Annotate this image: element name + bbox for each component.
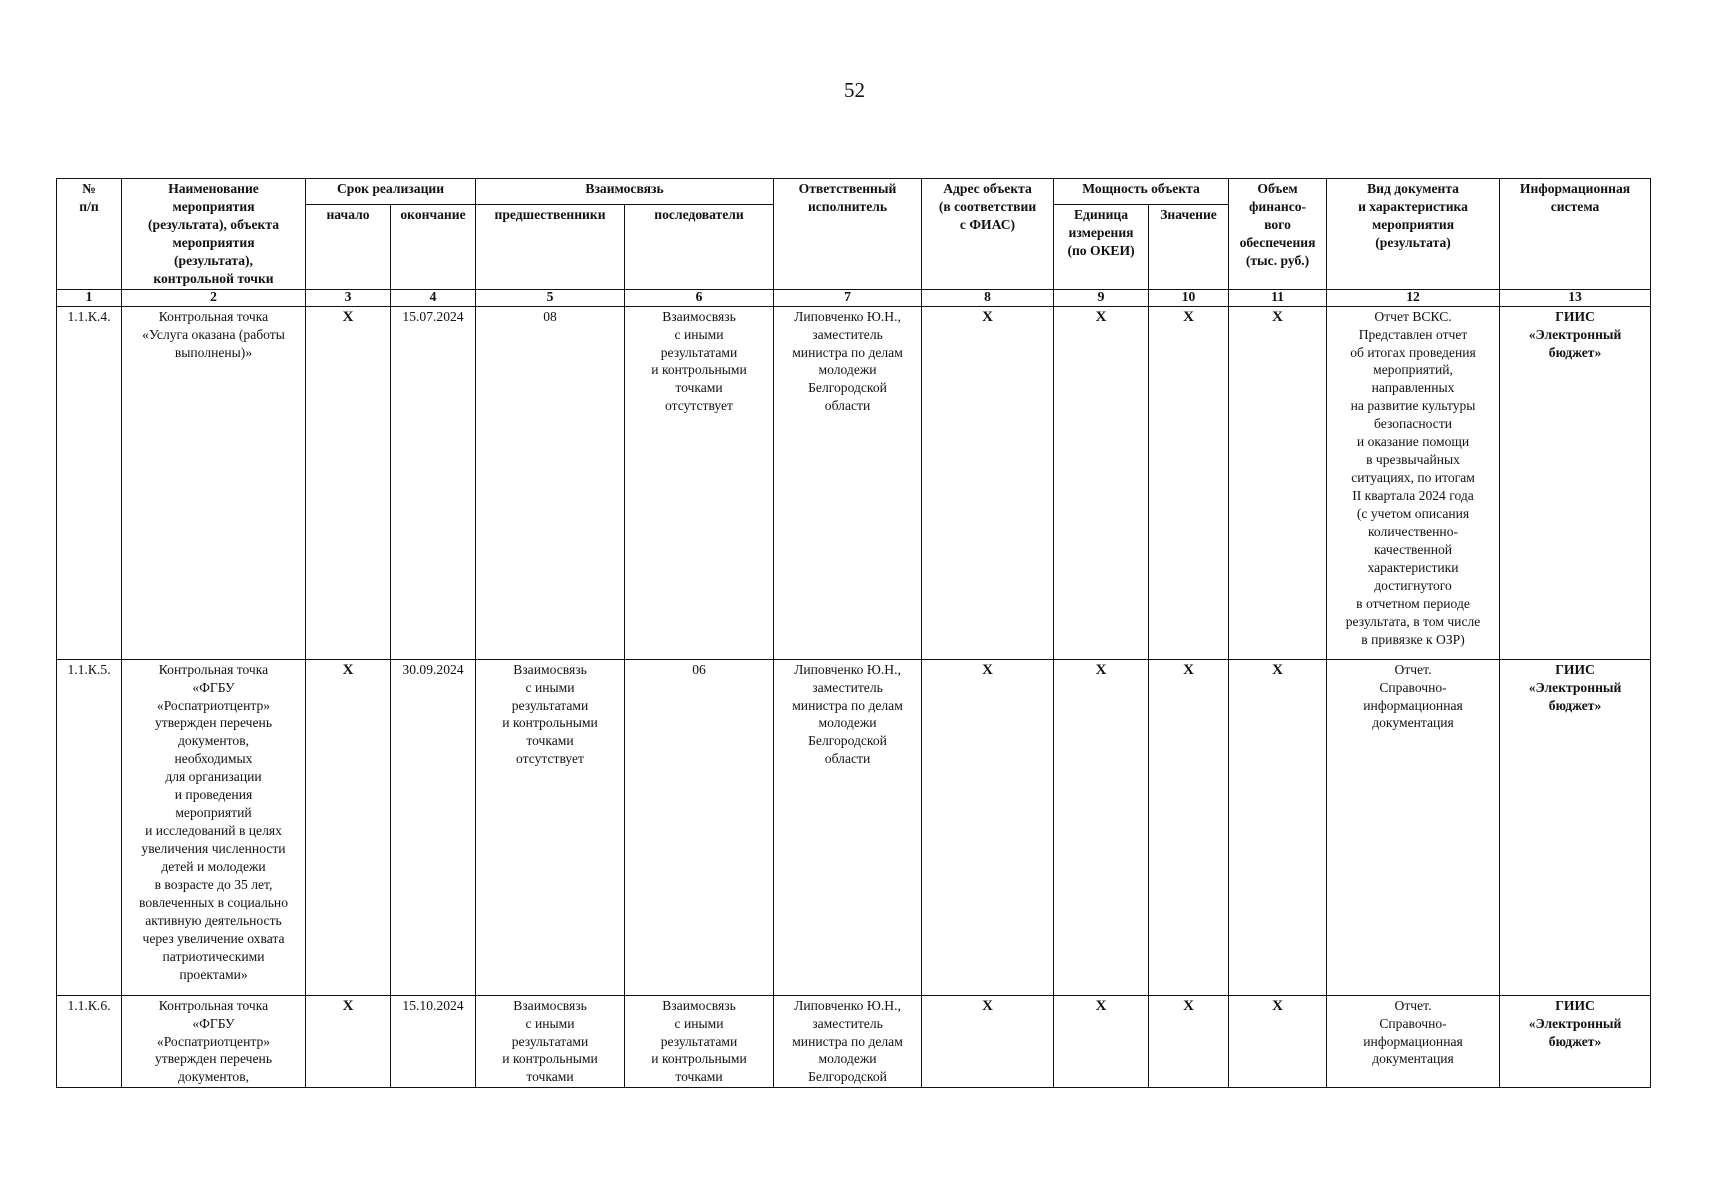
header-period-start: начало [306,204,391,289]
row-doc: Отчет ВСКС. Представлен отчет об итогах проведения мероприятий, направленных на развитие культуры безопасности и оказание помощи в чрезвычайных ситуациях, по итогам II квартала 2024 года (с учетом описания количественно- качественной характеристики достигнутого в отчетном периоде результата, в том числе в привязке к ОЗР) [1327,306,1500,659]
row-unit: X [1054,306,1149,659]
row-next: 06 [625,659,774,995]
header-capacity-unit: Единица измерения (по ОКЕИ) [1054,204,1149,289]
header-doc-type: Вид документа и характеристика мероприятия (результата) [1327,179,1500,290]
row-executor: Липовченко Ю.Н., заместитель министра по делам молодежи Белгородской области [774,306,922,659]
column-number: 6 [625,289,774,306]
row-end: 15.07.2024 [391,306,476,659]
row-end: 15.10.2024 [391,995,476,1088]
column-number: 13 [1500,289,1651,306]
row-num: 1.1.К.4. [57,306,122,659]
row-system: ГИИС «Электронный бюджет» [1500,995,1651,1088]
row-funding: X [1229,306,1327,659]
row-next: Взаимосвязь с иными результатами и контрольными точками отсутствует [625,306,774,659]
column-number: 4 [391,289,476,306]
row-end: 30.09.2024 [391,659,476,995]
header-num: № п/п [57,179,122,290]
row-name: Контрольная точка «ФГБУ «Роспатриотцентр» утвержден перечень документов, [122,995,306,1088]
header-capacity: Мощность объекта [1054,179,1229,205]
column-number: 3 [306,289,391,306]
header-info-system: Информационная система [1500,179,1651,290]
row-doc: Отчет. Справочно- информационная документация [1327,995,1500,1088]
column-number: 9 [1054,289,1149,306]
header-link-next: последователи [625,204,774,289]
row-prev: Взаимосвязь с иными результатами и контрольными точками отсутствует [476,659,625,995]
row-address: X [922,995,1054,1088]
row-name: Контрольная точка «Услуга оказана (работы выполнены)» [122,306,306,659]
header-row [57,179,1651,205]
column-number: 8 [922,289,1054,306]
header-funding: Объем финансо- вого обеспечения (тыс. руб.) [1229,179,1327,290]
row-prev: Взаимосвязь с иными результатами и контрольными точками [476,995,625,1088]
row-prev: 08 [476,306,625,659]
header-period: Срок реализации [306,179,476,205]
header-executor: Ответственный исполнитель [774,179,922,290]
column-number: 5 [476,289,625,306]
row-next: Взаимосвязь с иными результатами и контрольными точками [625,995,774,1088]
header-name: Наименование мероприятия (результата), объекта мероприятия (результата), контрольной точки [122,179,306,290]
table-row [57,306,1651,659]
row-address: X [922,659,1054,995]
header-link: Взаимосвязь [476,179,774,205]
row-system: ГИИС «Электронный бюджет» [1500,659,1651,995]
row-value: X [1149,659,1229,995]
column-number: 2 [122,289,306,306]
column-number: 11 [1229,289,1327,306]
row-num: 1.1.К.6. [57,995,122,1088]
row-executor: Липовченко Ю.Н., заместитель министра по делам молодежи Белгородской [774,995,922,1088]
row-doc: Отчет. Справочно- информационная документация [1327,659,1500,995]
row-funding: X [1229,995,1327,1088]
row-value: X [1149,995,1229,1088]
row-address: X [922,306,1054,659]
row-value: X [1149,306,1229,659]
row-start: X [306,306,391,659]
row-system: ГИИС «Электронный бюджет» [1500,306,1651,659]
row-executor: Липовченко Ю.Н., заместитель министра по делам молодежи Белгородской области [774,659,922,995]
header-period-end: окончание [391,204,476,289]
control-points-table [56,178,1651,1088]
column-number: 1 [57,289,122,306]
column-numbers-row [57,289,1651,306]
row-start: X [306,995,391,1088]
row-name: Контрольная точка «ФГБУ «Роспатриотцентр» утвержден перечень документов, необходимых для организации и проведения мероприятий и исследований в целях увеличения численности детей и молодежи в возрасте до 35 лет, вовлеченных в социально активную деятельность через увеличение охвата патриотическими проектами» [122,659,306,995]
row-num: 1.1.К.5. [57,659,122,995]
table-row [57,659,1651,995]
table-row [57,995,1651,1088]
row-unit: X [1054,659,1149,995]
header-link-prev: предшественники [476,204,625,289]
row-funding: X [1229,659,1327,995]
column-number: 12 [1327,289,1500,306]
row-start: X [306,659,391,995]
page-number: 52 [844,78,865,102]
column-number: 7 [774,289,922,306]
row-unit: X [1054,995,1149,1088]
column-number: 10 [1149,289,1229,306]
header-capacity-value: Значение [1149,204,1229,289]
header-address: Адрес объекта (в соответствии с ФИАС) [922,179,1054,290]
